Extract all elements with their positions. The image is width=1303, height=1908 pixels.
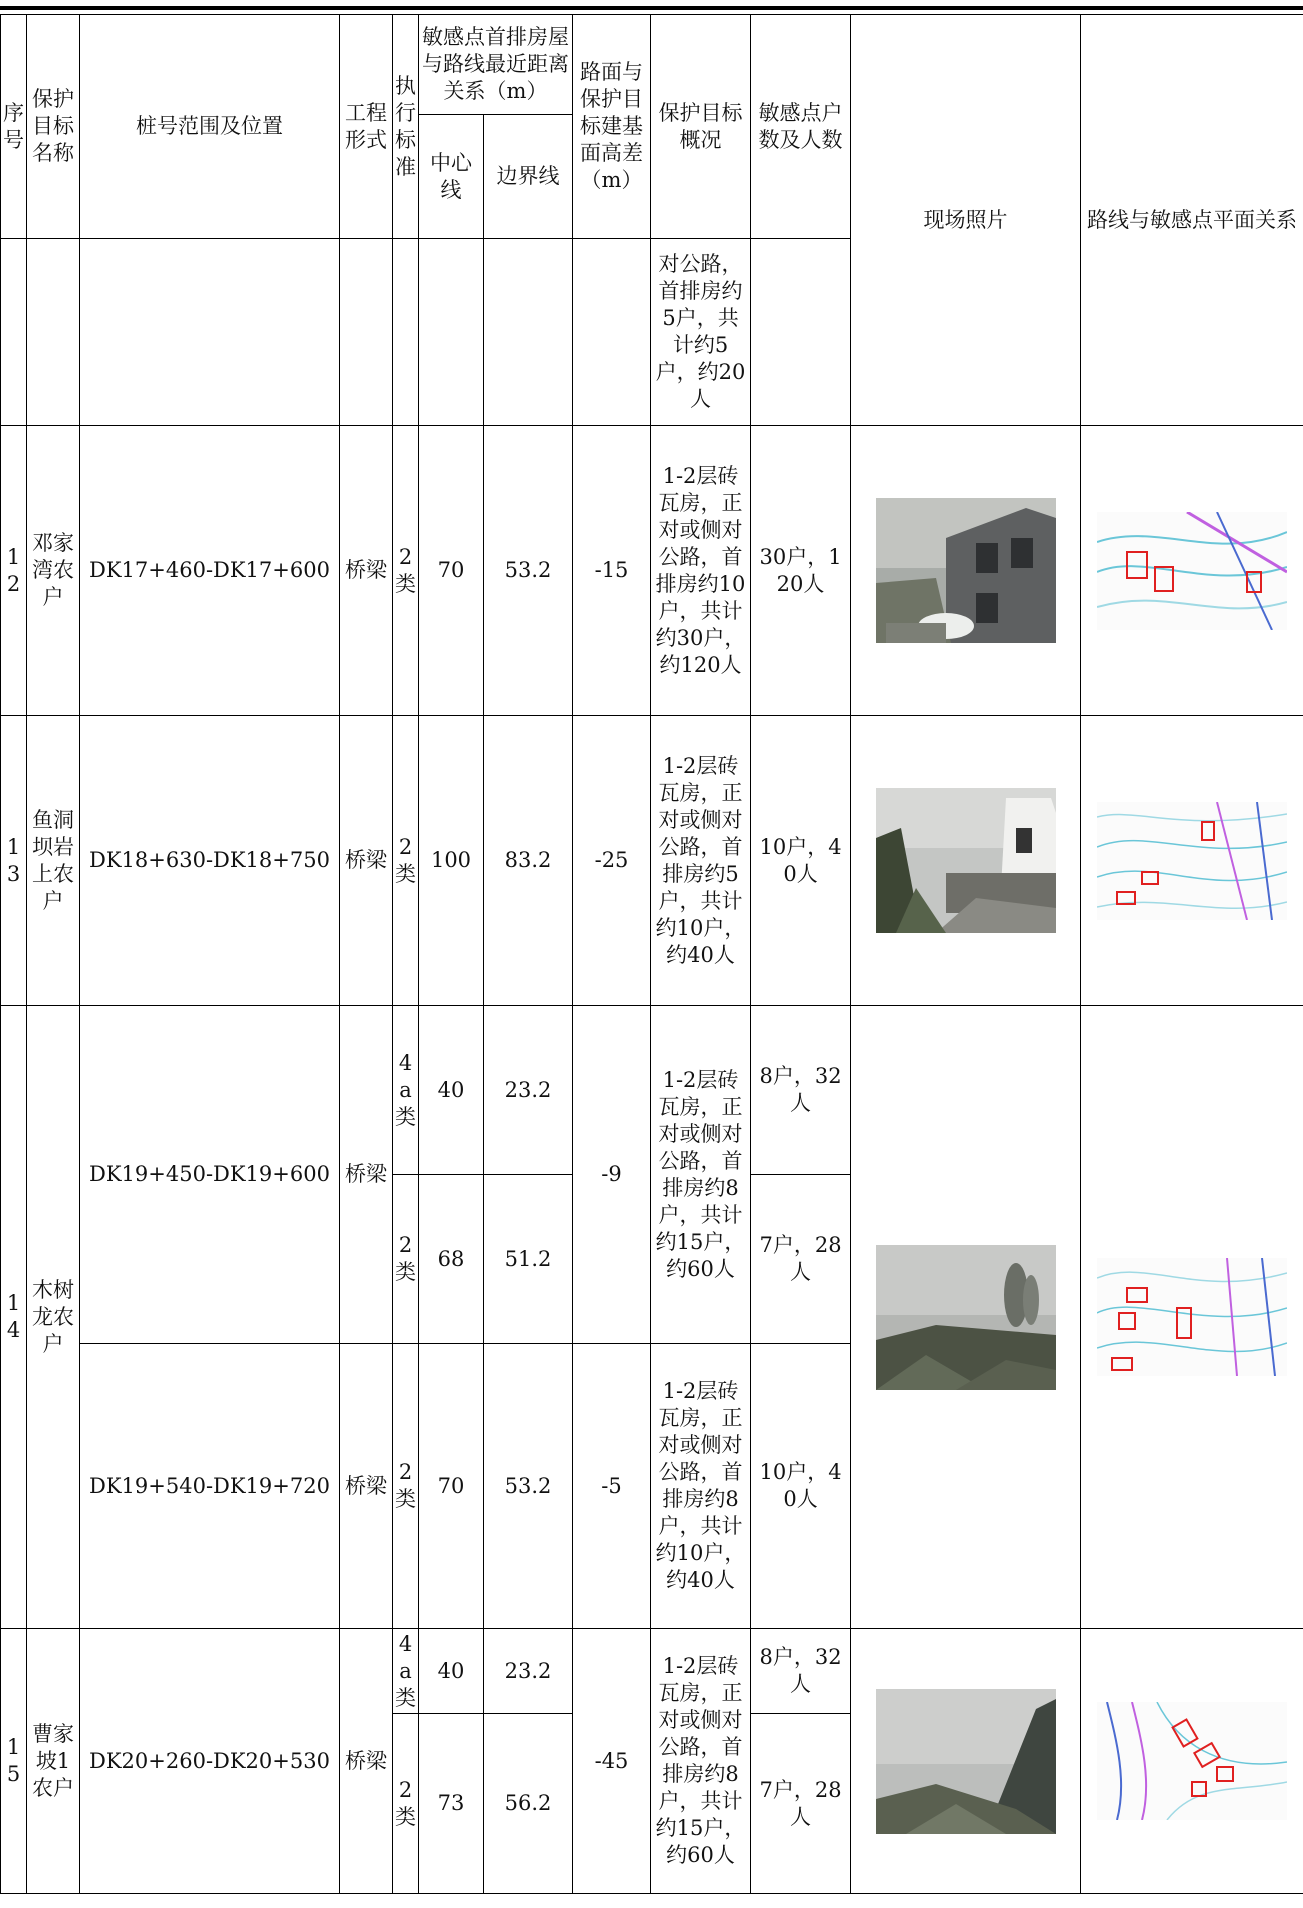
plan-map-12 <box>1097 512 1287 630</box>
cont-form <box>340 239 393 426</box>
row-height-diff: -9 <box>573 1006 651 1344</box>
row-photo <box>851 1006 1081 1629</box>
row-seq: 14 <box>1 1006 27 1629</box>
row-households: 7户，28人 <box>751 1175 851 1344</box>
row-edge-dist: 23.2 <box>484 1629 573 1714</box>
row-form: 桥梁 <box>340 716 393 1006</box>
row-photo <box>851 1629 1081 1894</box>
row-seq: 12 <box>1 426 27 716</box>
row-height-diff: -5 <box>573 1344 651 1629</box>
row-range: DK20+260-DK20+530 <box>80 1629 340 1894</box>
site-photo-12 <box>876 498 1056 643</box>
row-plan <box>1081 1629 1303 1894</box>
row-std: 2类 <box>393 426 419 716</box>
protection-targets-table <box>0 14 1303 1894</box>
row-edge-dist: 56.2 <box>484 1714 573 1894</box>
plan-map-13 <box>1097 802 1287 920</box>
row-households: 10户，40人 <box>751 1344 851 1629</box>
cont-name <box>27 239 80 426</box>
site-photo-15 <box>876 1689 1056 1834</box>
header-overview: 保护目标概况 <box>651 15 751 239</box>
row-overview: 1-2层砖瓦房，正对或侧对公路，首排房约8户，共计约15户，约60人 <box>651 1629 751 1894</box>
cont-center <box>419 239 484 426</box>
row-edge-dist: 23.2 <box>484 1006 573 1175</box>
header-name: 保护目标名称 <box>27 15 80 239</box>
row-range: DK17+460-DK17+600 <box>80 426 340 716</box>
row-center-dist: 100 <box>419 716 484 1006</box>
row-std: 2类 <box>393 716 419 1006</box>
header-std: 执行标准 <box>393 15 419 239</box>
row-households: 10户，40人 <box>751 716 851 1006</box>
header-height: 路面与保护目标建基面高差（m） <box>573 15 651 239</box>
row-height-diff: -45 <box>573 1629 651 1894</box>
row-photo <box>851 426 1081 716</box>
row-range: DK18+630-DK18+750 <box>80 716 340 1006</box>
row-center-dist: 40 <box>419 1629 484 1714</box>
table-row <box>1 1629 1303 1714</box>
cont-overview: 对公路，首排房约5户，共计约5户，约20人 <box>651 239 751 426</box>
row-overview: 1-2层砖瓦房，正对或侧对公路，首排房约5户，共计约10户，约40人 <box>651 716 751 1006</box>
table-top-rule <box>0 6 1303 10</box>
row-target-name: 曹家坡1农户 <box>27 1629 80 1894</box>
row-photo <box>851 716 1081 1006</box>
row-households: 8户，32人 <box>751 1006 851 1175</box>
row-edge-dist: 53.2 <box>484 1344 573 1629</box>
header-form: 工程形式 <box>340 15 393 239</box>
row-std: 2类 <box>393 1714 419 1894</box>
row-target-name: 木树龙农户 <box>27 1006 80 1629</box>
header-edge: 边界线 <box>484 115 573 239</box>
cont-height <box>573 239 651 426</box>
row-edge-dist: 83.2 <box>484 716 573 1006</box>
row-overview: 1-2层砖瓦房，正对或侧对公路，首排房约8户，共计约10户，约40人 <box>651 1344 751 1629</box>
row-seq: 15 <box>1 1629 27 1894</box>
header-seq: 序号 <box>1 15 27 239</box>
table-row <box>1 716 1303 1006</box>
site-photo-14 <box>876 1245 1056 1390</box>
row-edge-dist: 53.2 <box>484 426 573 716</box>
row-center-dist: 70 <box>419 1344 484 1629</box>
row-edge-dist: 51.2 <box>484 1175 573 1344</box>
header-center: 中心线 <box>419 115 484 239</box>
row-center-dist: 73 <box>419 1714 484 1894</box>
row-center-dist: 70 <box>419 426 484 716</box>
header-plan: 路线与敏感点平面关系 <box>1081 15 1303 426</box>
row-height-diff: -25 <box>573 716 651 1006</box>
row-std: 4a类 <box>393 1006 419 1175</box>
header-dist: 敏感点首排房屋与路线最近距离关系（m） <box>419 15 573 115</box>
header-range: 桩号范围及位置 <box>80 15 340 239</box>
plan-map-14 <box>1097 1258 1287 1376</box>
row-households: 30户，120人 <box>751 426 851 716</box>
row-form: 桥梁 <box>340 1006 393 1344</box>
header-households: 敏感点户数及人数 <box>751 15 851 239</box>
row-center-dist: 40 <box>419 1006 484 1175</box>
row-form: 桥梁 <box>340 426 393 716</box>
cont-seq <box>1 239 27 426</box>
row-std: 2类 <box>393 1344 419 1629</box>
row-std: 4a类 <box>393 1629 419 1714</box>
row-plan <box>1081 1006 1303 1629</box>
row-range: DK19+450-DK19+600 <box>80 1006 340 1344</box>
row-center-dist: 68 <box>419 1175 484 1344</box>
header-photo: 现场照片 <box>851 15 1081 426</box>
row-height-diff: -15 <box>573 426 651 716</box>
table-row <box>1 1006 1303 1175</box>
row-overview: 1-2层砖瓦房，正对或侧对公路，首排房约10户，共计约30户，约120人 <box>651 426 751 716</box>
cont-edge <box>484 239 573 426</box>
row-seq: 13 <box>1 716 27 1006</box>
row-households: 8户，32人 <box>751 1629 851 1714</box>
row-target-name: 鱼洞坝岩上农户 <box>27 716 80 1006</box>
row-range: DK19+540-DK19+720 <box>80 1344 340 1629</box>
cont-range <box>80 239 340 426</box>
cont-households <box>751 239 851 426</box>
plan-map-15 <box>1097 1702 1287 1820</box>
row-plan <box>1081 426 1303 716</box>
site-photo-13 <box>876 788 1056 933</box>
row-overview: 1-2层砖瓦房，正对或侧对公路，首排房约8户，共计约15户，约60人 <box>651 1006 751 1344</box>
cont-std <box>393 239 419 426</box>
row-households: 7户，28人 <box>751 1714 851 1894</box>
row-form: 桥梁 <box>340 1629 393 1894</box>
row-plan <box>1081 716 1303 1006</box>
row-std: 2类 <box>393 1175 419 1344</box>
table-row <box>1 426 1303 716</box>
row-target-name: 邓家湾农户 <box>27 426 80 716</box>
row-form: 桥梁 <box>340 1344 393 1629</box>
